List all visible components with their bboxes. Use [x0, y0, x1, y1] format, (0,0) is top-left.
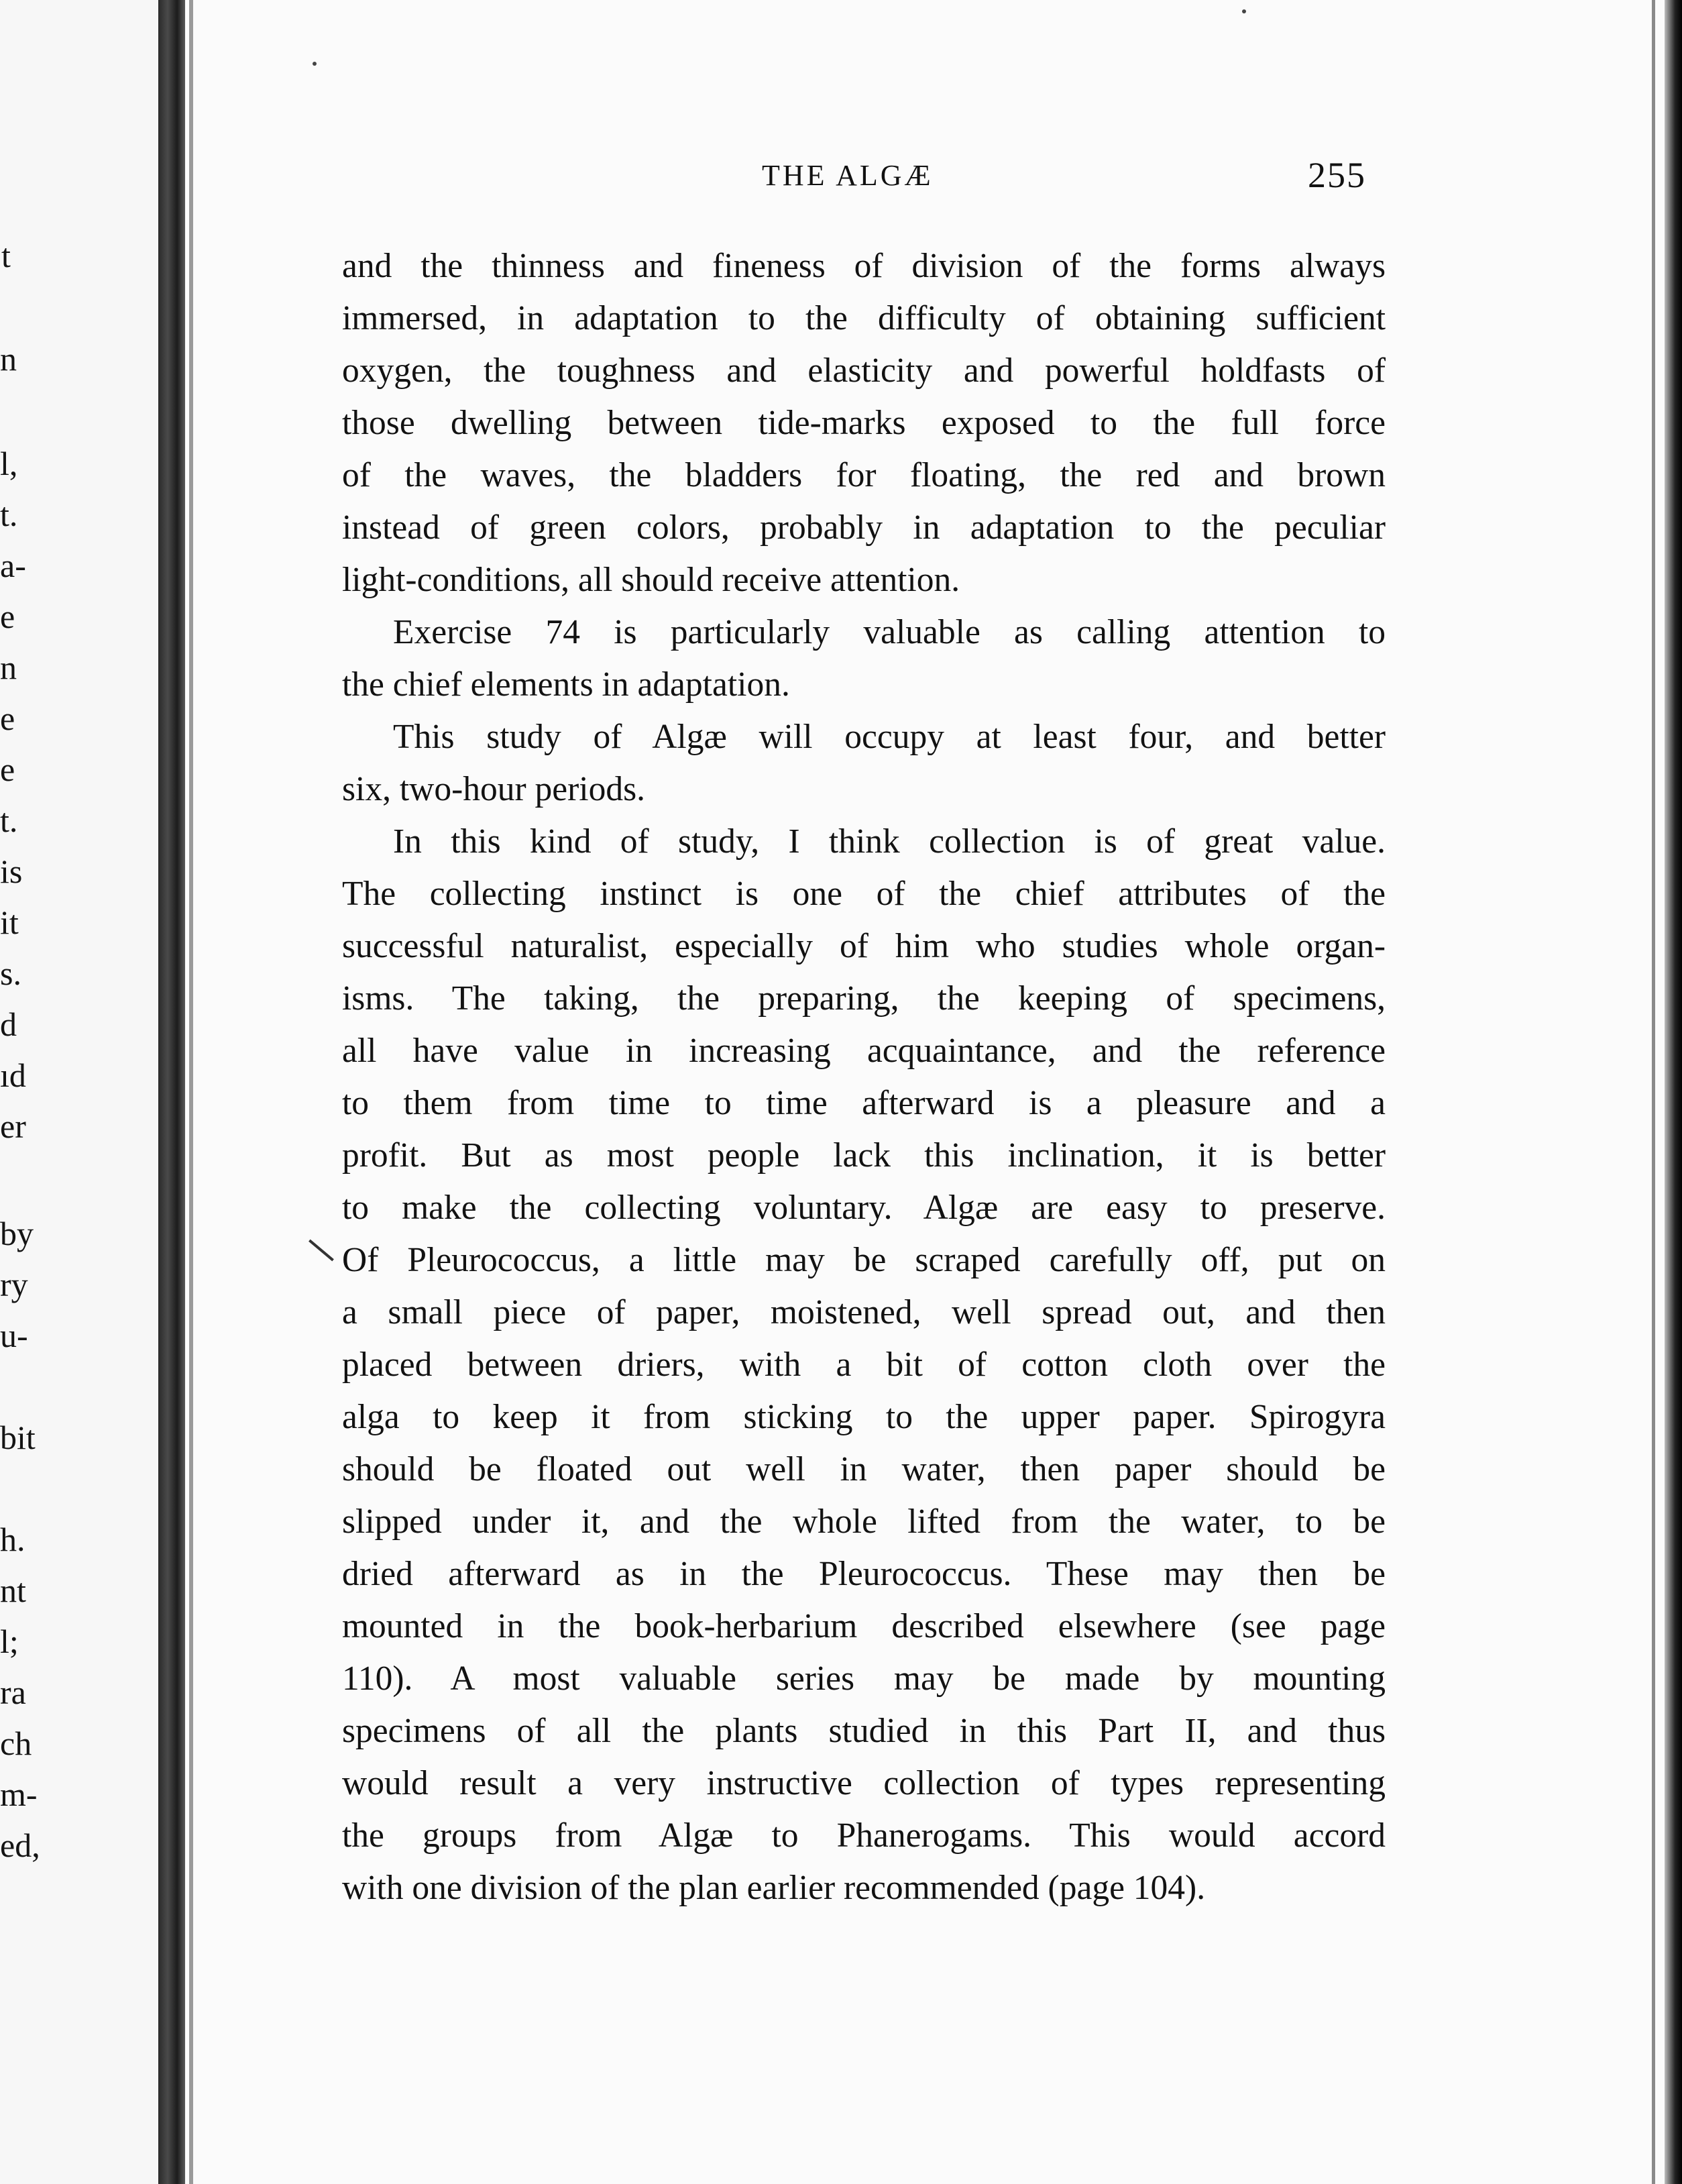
text-line: with one division of the plan earlier recommended (page 104). — [342, 1869, 1206, 1907]
facing-page-fragment: it — [0, 904, 19, 941]
facing-page-fragment: e — [0, 751, 15, 788]
text-line: Of Pleurococcus, a little may be scraped carefully off, put on — [342, 1241, 1386, 1279]
running-head — [0, 155, 1682, 199]
scan-speck — [1242, 9, 1246, 13]
text-line: should be floated out well in water, then paper should be — [342, 1450, 1386, 1488]
text-line: of the waves, the bladders for floating, the red and brown — [342, 456, 1386, 494]
running-title: THE ALGÆ — [762, 159, 934, 192]
page-edge-line — [1652, 0, 1655, 2184]
book-gutter — [158, 0, 185, 2184]
page-number: 255 — [1308, 155, 1366, 195]
text-line: This study of Algæ will occupy at least four, and better — [393, 718, 1386, 756]
text-line: mounted in the book-herbarium described elsewhere (see page — [342, 1607, 1386, 1645]
text-line: would result a very instructive collection of types representing — [342, 1764, 1386, 1802]
gutter-shadow-line — [189, 0, 193, 2184]
text-line: Exercise 74 is particularly valuable as calling attention to — [393, 613, 1386, 651]
facing-page-fragment: nt — [0, 1572, 26, 1609]
text-line: successful naturalist, especially of him who studies whole organ- — [342, 927, 1386, 965]
facing-page-fragment: bit — [0, 1419, 36, 1456]
text-line: to them from time to time afterward is a pleasure and a — [342, 1084, 1386, 1122]
text-line: In this kind of study, I think collection is of great value. — [393, 822, 1386, 861]
facing-page-fragment: is — [0, 853, 23, 890]
facing-page-fragment: l, — [0, 445, 18, 482]
scan-speck — [313, 62, 317, 66]
text-line: isms. The taking, the preparing, the keeping of specimens, — [342, 979, 1386, 1018]
facing-page-fragment: ch — [0, 1725, 32, 1762]
facing-page-fragment: e — [0, 700, 15, 737]
text-line: those dwelling between tide-marks exposed to the full force — [342, 404, 1386, 442]
facing-page-fragment: n — [0, 649, 17, 686]
facing-page-fragment: t. — [0, 802, 18, 839]
facing-page-fragment: u- — [0, 1317, 28, 1354]
text-line: immersed, in adaptation to the difficulty of obtaining sufficient — [342, 299, 1386, 337]
text-line: a small piece of paper, moistened, well spread out, and then — [342, 1293, 1386, 1331]
facing-page-fragment: by — [0, 1215, 34, 1252]
text-line: six, two-hour periods. — [342, 770, 646, 808]
facing-page-fragment: a- — [0, 547, 26, 584]
facing-page-fragment: er — [0, 1107, 26, 1145]
body-text — [342, 240, 1386, 1914]
facing-page-fragment: n — [0, 340, 17, 378]
facing-page-fragment: s. — [0, 954, 21, 992]
text-line: dried afterward as in the Pleurococcus. These may then be — [342, 1555, 1386, 1593]
facing-page-fragment: m- — [0, 1776, 38, 1813]
text-line: the chief elements in adaptation. — [342, 665, 790, 704]
facing-page-fragment: ed, — [0, 1826, 40, 1864]
text-line: to make the collecting voluntary. Algæ are easy to preserve. — [342, 1189, 1386, 1227]
text-line: 110). A most valuable series may be made by mounting — [342, 1659, 1386, 1698]
facing-page-fragment: ra — [0, 1674, 26, 1711]
facing-page-fragment: ry — [0, 1266, 28, 1303]
facing-page-fragment: l; — [0, 1623, 19, 1660]
facing-page-fragment: h. — [0, 1521, 25, 1558]
text-line: oxygen, the toughness and elasticity and powerful holdfasts of — [342, 351, 1386, 390]
text-line: The collecting instinct is one of the chief attributes of the — [342, 875, 1386, 913]
text-line: and the thinness and fineness of division of the forms always — [342, 247, 1386, 285]
text-line: all have value in increasing acquaintance, and the reference — [342, 1032, 1386, 1070]
facing-page-fragment: t — [1, 237, 11, 274]
text-line: instead of green colors, probably in adaptation to the peculiar — [342, 508, 1386, 547]
text-line: the groups from Algæ to Phanerogams. This would accord — [342, 1816, 1386, 1855]
text-line: alga to keep it from sticking to the upper paper. Spirogyra — [342, 1398, 1386, 1436]
facing-page-fragment: d — [0, 1005, 17, 1043]
book-right-edge — [1665, 0, 1682, 2184]
text-line: profit. But as most people lack this inclination, it is better — [342, 1136, 1386, 1175]
facing-page-fragment: e — [0, 598, 15, 635]
facing-page-fragment: ıd — [0, 1056, 26, 1094]
text-line: light-conditions, all should receive attention. — [342, 561, 960, 599]
text-line: slipped under it, and the whole lifted from the water, to be — [342, 1503, 1386, 1541]
facing-page-fragment: t. — [0, 496, 18, 533]
text-line: placed between driers, with a bit of cotton cloth over the — [342, 1346, 1386, 1384]
facing-page-edge — [0, 0, 158, 2184]
text-line: specimens of all the plants studied in this Part II, and thus — [342, 1712, 1386, 1750]
